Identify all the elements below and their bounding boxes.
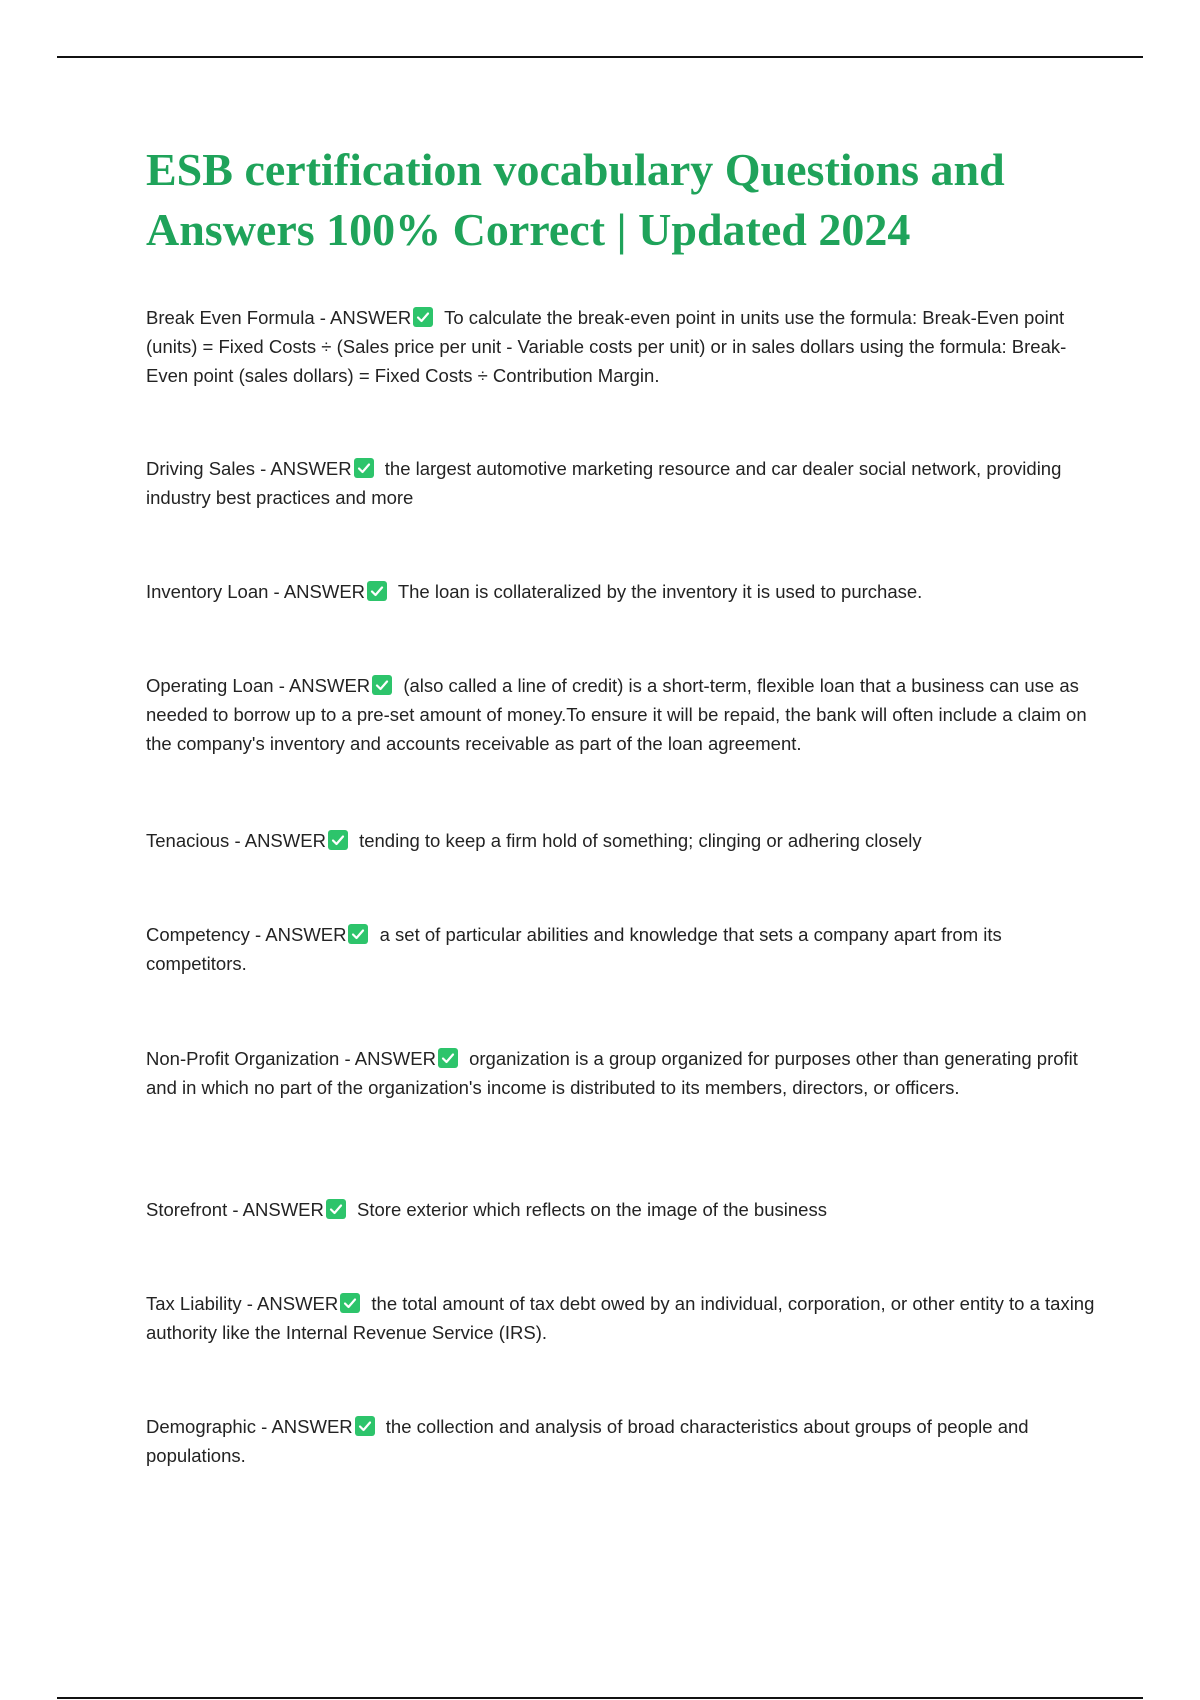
checkmark-icon [326,1199,346,1219]
checkmark-icon [340,1293,360,1313]
checkmark-icon [438,1048,458,1068]
entry-definition: To calculate the break-even point in units use the formula: Break-Even point (units) = Fixed Costs ÷ (Sales price per unit - Variable costs per unit) or in sales dollars using the formula: Break-Even point (sales dollars) = Fixed Costs ÷ Contribution Margin. [146,307,1067,386]
answer-label: - ANSWER [234,830,326,851]
vocabulary-entry [146,920,1096,978]
vocabulary-entry [146,454,1096,512]
vocabulary-entry [146,1289,1096,1347]
answer-label: - ANSWER [255,924,347,945]
document-body [146,140,1096,1466]
bottom-rule [57,1697,1143,1699]
answer-label: - ANSWER [261,1416,353,1437]
entry-term: Storefront [146,1199,228,1220]
answer-label: - ANSWER [260,458,352,479]
entry-definition: Store exterior which reflects on the image of the business [357,1199,827,1220]
entry-term: Inventory Loan [146,581,269,602]
entry-term: Demographic [146,1416,257,1437]
answer-label: - ANSWER [319,307,412,328]
checkmark-icon [413,307,433,327]
entry-definition: tending to keep a firm hold of something; clinging or adhering closely [359,830,922,851]
entry-definition: (also called a line of credit) is a short-term, flexible loan that a business can use as needed to borrow up to a pre-set amount of money.To ensure it will be repaid, the bank will often include a claim on the company's inventory and accounts receivable as part of the loan agreement. [146,675,1087,754]
answer-label: - ANSWER [246,1293,339,1314]
vocabulary-entry [146,303,1096,390]
entry-definition: the largest automotive marketing resource and car dealer social network, providing industry best practices and more [146,458,1062,508]
checkmark-icon [355,1416,375,1436]
answer-label: - ANSWER [273,581,366,602]
answer-label: - ANSWER [278,675,371,696]
entry-term: Tenacious [146,830,230,851]
entry-term: Break Even Formula [146,307,315,328]
entry-definition: the total amount of tax debt owed by an individual, corporation, or other entity to a taxing authority like the Internal Revenue Service (IRS). [146,1293,1095,1343]
checkmark-icon [372,675,392,695]
entry-term: Operating Loan [146,675,274,696]
top-rule [57,56,1143,58]
entry-definition: a set of particular abilities and knowledge that sets a company apart from its competitors. [146,924,1002,974]
document-title: ESB certification vocabulary Questions and Answers 100% Correct | Updated 2024 [146,144,1005,255]
entry-definition: organization is a group organized for purposes other than generating profit and in which no part of the organization's income is distributed to its members, directors, or officers. [146,1048,1078,1098]
checkmark-icon [328,830,348,850]
checkmark-icon [367,581,387,601]
entry-term: Tax Liability [146,1293,242,1314]
vocabulary-entry [146,577,1096,606]
vocabulary-entry [146,671,1096,758]
vocabulary-entry [146,826,1096,855]
vocabulary-entry [146,1412,1096,1470]
checkmark-icon [348,924,368,944]
entry-definition: the collection and analysis of broad characteristics about groups of people and populations. [146,1416,1029,1466]
entry-definition: The loan is collateralized by the inventory it is used to purchase. [397,581,923,602]
entry-term: Driving Sales [146,458,255,479]
vocabulary-entry [146,1195,1096,1224]
entry-term: Competency [146,924,250,945]
vocabulary-entry [146,1044,1096,1102]
answer-label: - ANSWER [232,1199,324,1220]
answer-label: - ANSWER [344,1048,436,1069]
entry-term: Non-Profit Organization [146,1048,340,1069]
checkmark-icon [354,458,374,478]
